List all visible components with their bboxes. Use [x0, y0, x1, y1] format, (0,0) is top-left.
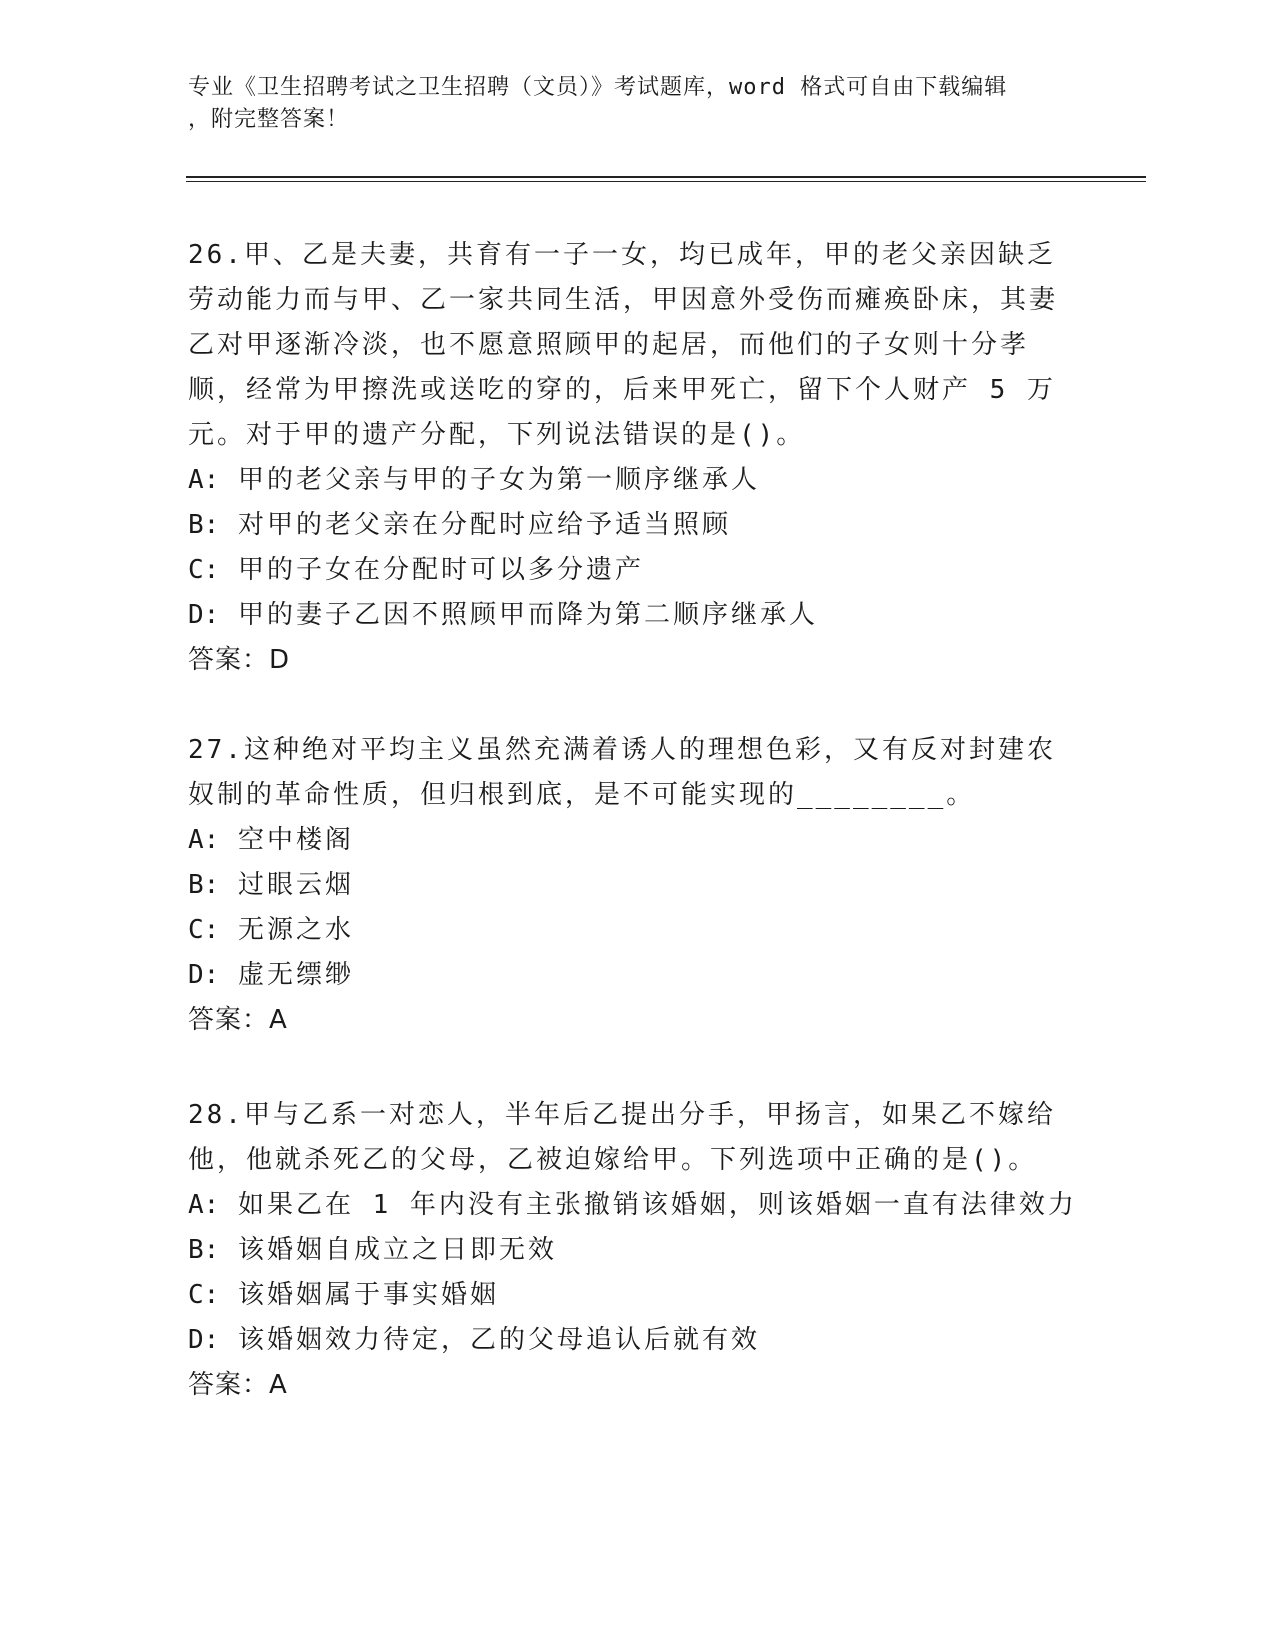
- option-b: [188, 863, 1068, 908]
- option-a: [188, 818, 1068, 863]
- option-text: 甲的老父亲与甲的子女为第一顺序继承人: [237, 465, 760, 495]
- question-28: [188, 1093, 1077, 1408]
- header-divider-thick: [186, 176, 1146, 178]
- option-a: [188, 1183, 1077, 1228]
- option-d: [188, 593, 1068, 638]
- option-text: 该婚姻属于事实婚姻: [237, 1280, 499, 1310]
- option-text: 空中楼阁: [237, 825, 354, 855]
- document-header: [188, 72, 1068, 136]
- option-a: [188, 458, 1068, 503]
- option-letter: C:: [188, 1280, 220, 1310]
- option-letter: D:: [188, 600, 220, 630]
- question-stem: 28.甲与乙系一对恋人，半年后乙提出分手，甲扬言，如果乙不嫁给他，他就杀死乙的父母，乙被迫嫁给甲。下列选项中正确的是()。: [188, 1100, 1056, 1175]
- option-text: 对甲的老父亲在分配时应给予适当照顾: [237, 510, 731, 540]
- option-c: [188, 1273, 1068, 1318]
- option-letter: C:: [188, 915, 220, 945]
- option-c: [188, 548, 1068, 593]
- header-line-2: ，附完整答案！: [188, 107, 350, 132]
- option-text: 虚无缥缈: [237, 960, 354, 990]
- option-letter: D:: [188, 1325, 220, 1355]
- option-text: 过眼云烟: [237, 870, 354, 900]
- question-27: [188, 728, 1068, 1043]
- question-stem: 27.这种绝对平均主义虽然充满着诱人的理想色彩，又有反对封建农奴制的革命性质，但归根到底，是不可能实现的________。: [188, 735, 1056, 810]
- option-letter: A:: [188, 465, 220, 495]
- option-letter: B:: [188, 870, 220, 900]
- option-letter: B:: [188, 510, 220, 540]
- option-text: 甲的子女在分配时可以多分遗产: [237, 555, 644, 585]
- option-c: [188, 908, 1068, 953]
- option-letter: B:: [188, 1235, 220, 1265]
- option-letter: C:: [188, 555, 220, 585]
- option-letter: A:: [188, 1190, 220, 1220]
- option-text: 该婚姻效力待定，乙的父母追认后就有效: [237, 1325, 760, 1355]
- answer-label: 答案：A: [188, 1005, 288, 1035]
- answer-label: 答案：A: [188, 1370, 288, 1400]
- header-divider-thin: [186, 181, 1146, 182]
- answer-label: 答案：D: [188, 645, 291, 675]
- header-line-1: 专业《卫生招聘考试之卫生招聘（文员）》考试题库，word 格式可自由下载编辑: [188, 75, 1008, 100]
- question-stem: 26.甲、乙是夫妻，共育有一子一女，均已成年，甲的老父亲因缺乏劳动能力而与甲、乙一家共同生活，甲因意外受伤而瘫痪卧床，其妻乙对甲逐渐冷淡，也不愿意照顾甲的起居，而他们的子女则十分孝顺，经常为甲擦洗或送吃的穿的，后来甲死亡，留下个人财产 5 万元。对于甲的遗产分配，下列说法错误的是()。: [188, 240, 1059, 450]
- option-b: [188, 503, 1068, 548]
- option-d: [188, 1318, 1068, 1363]
- option-text: 甲的妻子乙因不照顾甲而降为第二顺序继承人: [237, 600, 818, 630]
- option-text: 无源之水: [237, 915, 354, 945]
- option-text: 如果乙在 1 年内没有主张撤销该婚姻，则该婚姻一直有法律效力: [237, 1190, 1077, 1220]
- option-b: [188, 1228, 1068, 1273]
- option-letter: D:: [188, 960, 220, 990]
- question-26: [188, 233, 1068, 683]
- option-letter: A:: [188, 825, 220, 855]
- option-text: 该婚姻自成立之日即无效: [237, 1235, 557, 1265]
- option-d: [188, 953, 1068, 998]
